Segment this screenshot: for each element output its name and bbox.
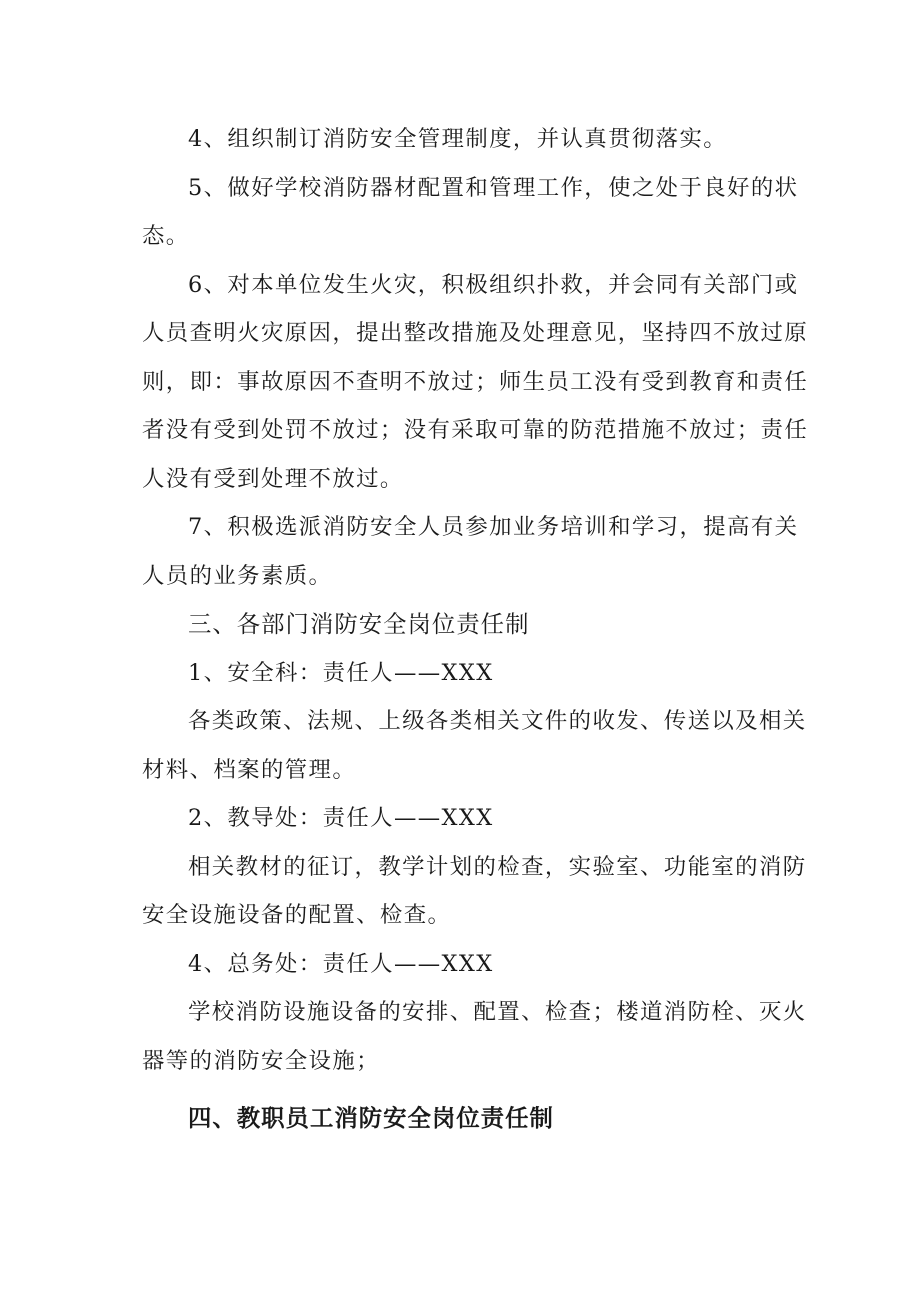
paragraph-line: 学校消防设施设备的安排、配置、检查；楼道消防栓、灭火: [188, 999, 807, 1025]
paragraph-line: 相关教材的征订，教学计划的检查，实验室、功能室的消防: [188, 854, 807, 880]
paragraph-line: 5、做好学校消防器材配置和管理工作，使之处于良好的状: [188, 175, 799, 201]
paragraph-line: 6、对本单位发生火灾，积极组织扑救，并会同有关部门或: [188, 272, 799, 298]
paragraph-line: 者没有受到处罚不放过；没有采取可靠的防范措施不放过；责任: [142, 417, 809, 443]
paragraph-line: 则，即：事故原因不查明不放过；师生员工没有受到教育和责任: [142, 369, 809, 395]
subsection-heading: 1、安全科：责任人——XXX: [188, 660, 494, 686]
section-heading: 三、各部门消防安全岗位责任制: [188, 610, 530, 638]
paragraph-line: 7、积极选派消防安全人员参加业务培训和学习，提高有关: [188, 514, 799, 540]
section-heading: 四、教职员工消防安全岗位责任制: [188, 1104, 554, 1132]
paragraph-line: 4、组织制订消防安全管理制度，并认真贯彻落实。: [188, 126, 728, 152]
subsection-heading: 4、总务处：责任人——XXX: [188, 951, 494, 977]
subsection-heading: 2、教导处：责任人——XXX: [188, 805, 494, 831]
paragraph-line: 人员的业务素质。: [142, 563, 333, 589]
paragraph-line: 人员查明火灾原因，提出整改措施及处理意见，坚持四不放过原: [142, 320, 809, 346]
paragraph-line: 各类政策、法规、上级各类相关文件的收发、传送以及相关: [188, 708, 807, 734]
paragraph-line: 人没有受到处理不放过。: [142, 466, 404, 492]
paragraph-line: 材料、档案的管理。: [142, 757, 357, 783]
paragraph-line: 器等的消防安全设施；: [142, 1048, 380, 1074]
paragraph-line: 态。: [142, 223, 190, 249]
paragraph-line: 安全设施设备的配置、检查。: [142, 902, 452, 928]
